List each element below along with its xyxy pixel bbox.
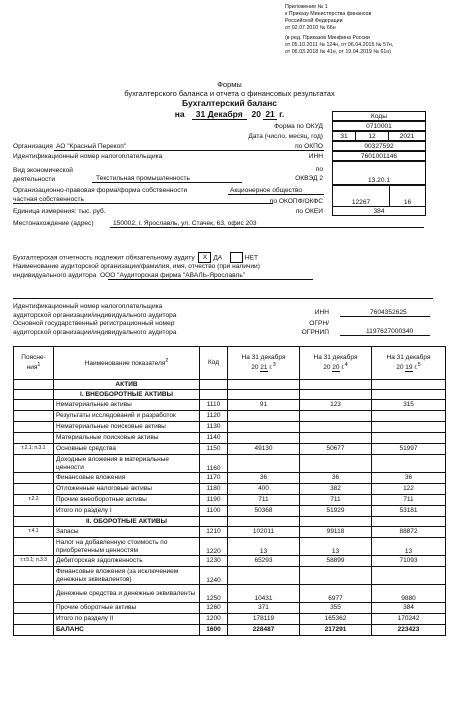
value-2020	[300, 422, 372, 433]
value-2020: 36	[300, 473, 372, 484]
okopf-label: по ОКОПФ/ОКФС	[269, 198, 323, 205]
indicator-name: БАЛАНС	[54, 625, 200, 636]
appendix-line: (в ред. Приказов Минфина России	[285, 35, 370, 41]
explain-header: Поясне-ния$^1$	[14, 347, 54, 380]
value-2021: 13	[228, 538, 300, 556]
line-code: 1170	[200, 473, 228, 484]
value-2020	[300, 455, 372, 473]
appendix-line: от 02.07.2010 № 66н	[285, 25, 336, 31]
value-2019: 51997	[372, 444, 446, 455]
value-2019	[372, 422, 446, 433]
value-2021: 400	[228, 484, 300, 495]
address-value: 150002, г. Ярославль, ул. Стачек, 63, офис 203	[113, 220, 257, 227]
code-header: Код	[200, 347, 228, 380]
value-2020	[300, 411, 372, 422]
section-title: II. ОБОРОТНЫЕ АКТИВЫ	[54, 517, 200, 527]
ownership-value: частная собственность	[13, 196, 84, 203]
empty-cell	[200, 380, 228, 390]
explain-cell	[14, 455, 54, 473]
org-inn-label: Идентификационный номер налогоплательщика	[13, 153, 163, 160]
value-2021: 10431	[228, 585, 300, 603]
value-2020: 6977	[300, 585, 372, 603]
indicator-name: Доходные вложения в материальные ценности	[54, 455, 200, 473]
appendix-line: Российской Федерации	[285, 18, 343, 24]
indicator-name: Нематериальные активы	[54, 400, 200, 411]
explain-cell	[14, 473, 54, 484]
value-2019: 223423	[372, 625, 446, 636]
line-code: 1120	[200, 411, 228, 422]
table-row	[14, 517, 446, 527]
indicator-name: Налог на добавленную стоимость по приобретенным ценностям	[54, 538, 200, 556]
name-header: Наименование показателя$^2$	[54, 347, 200, 380]
value-2019: 711	[372, 495, 446, 506]
value-2019: 88872	[372, 527, 446, 538]
empty-cell	[228, 517, 300, 527]
explain-cell	[14, 400, 54, 411]
table-row	[14, 390, 446, 400]
table-row	[14, 603, 446, 614]
unit-label: Единица измерения: тыс. руб.	[13, 208, 106, 215]
appendix-note	[285, 4, 393, 56]
table-row	[14, 433, 446, 444]
auditor-ogrn-value: 1197627000340	[366, 328, 414, 335]
value-2021: 50368	[228, 506, 300, 517]
okfs-value: 16	[389, 185, 426, 207]
value-2019: 36	[372, 473, 446, 484]
value-2020: 123	[300, 400, 372, 411]
explain-cell	[14, 433, 54, 444]
line-code: 1260	[200, 603, 228, 614]
inn-label: ИНН	[308, 153, 323, 160]
explain-cell	[14, 538, 54, 556]
indicator-name: Прочие внеоборотные активы	[54, 495, 200, 506]
auditor-inn-tag: ИНН	[314, 309, 329, 316]
indicator-name: Прочие оборотные активы	[54, 603, 200, 614]
table-row	[14, 614, 446, 625]
appendix-line: от 06.03.2018 № 41н, от 19.04.2019 № 61н)	[285, 49, 392, 55]
okei-label: по ОКЕИ	[295, 208, 323, 215]
table-row	[14, 585, 446, 603]
auditor-name-label: Наименование аудиторской организации/фамилия, имя, отчество (при наличии) индивидуального аудитора ООО "Аудиторская фирма "АВАЛЬ-Ярославль"	[13, 263, 260, 279]
value-2020	[300, 567, 372, 585]
table-row	[14, 495, 446, 506]
line-code: 1140	[200, 433, 228, 444]
value-2021: 371	[228, 603, 300, 614]
explain-cell: т.2.1; п.3.1	[14, 444, 54, 455]
explain-cell: т.2.2	[14, 495, 54, 506]
explain-cell	[14, 380, 54, 390]
value-2020: 51929	[300, 506, 372, 517]
indicator-name: Результаты исследований и разработок	[54, 411, 200, 422]
empty-cell	[228, 380, 300, 390]
indicator-name: Финансовые вложения	[54, 473, 200, 484]
inn-value: 7601001146	[332, 151, 426, 161]
value-2019	[372, 567, 446, 585]
balance-table	[13, 346, 446, 636]
table-row	[14, 444, 446, 455]
explain-cell	[14, 506, 54, 517]
indicator-name: Материальные поисковые активы	[54, 433, 200, 444]
table-row	[14, 506, 446, 517]
date-year: 2021	[388, 131, 426, 141]
report-date: на 31 Декабря 20 21 г.	[174, 109, 285, 119]
value-2019: 122	[372, 484, 446, 495]
okud-value: 0710001	[332, 121, 426, 131]
legal-form-label: Организационно-правовая форма/форма собственности	[13, 187, 188, 194]
value-2020: 99118	[300, 527, 372, 538]
explain-cell	[14, 603, 54, 614]
okud-label: Форма по ОКУД	[274, 123, 323, 130]
table-row	[14, 625, 446, 636]
balance-title: Бухгалтерский баланс на 31 Декабря 20 21 г.	[0, 98, 459, 120]
value-2019: 170242	[372, 614, 446, 625]
appendix-line: Приложение № 1	[285, 4, 328, 10]
value-2021: 65293	[228, 556, 300, 567]
org-label: Организация	[13, 143, 53, 150]
table-row	[14, 527, 446, 538]
date-month: 12	[355, 131, 389, 141]
audit-yes-checkbox[interactable]: X	[198, 252, 211, 263]
table-row	[14, 567, 446, 585]
auditor-name: ООО "Аудиторская фирма "АВАЛЬ-Ярославль"	[99, 272, 246, 279]
value-2021: 102011	[228, 527, 300, 538]
appendix-line: к Приказу Министерства финансов	[285, 11, 372, 17]
explain-cell	[14, 625, 54, 636]
activity-value: Текстильная промышленность	[96, 175, 190, 182]
line-code: 1210	[200, 527, 228, 538]
value-2020: 165362	[300, 614, 372, 625]
value-2019: 9880	[372, 585, 446, 603]
value-2020: 13	[300, 538, 372, 556]
forms-title: Формы бухгалтерского баланса и отчета о финансовых результатах	[124, 80, 335, 98]
date-day: 31	[332, 131, 356, 141]
line-code: 1230	[200, 556, 228, 567]
table-row	[14, 484, 446, 495]
indicator-name: Отложенные налоговые активы	[54, 484, 200, 495]
po-label: по	[315, 166, 323, 173]
value-2020: 711	[300, 495, 372, 506]
value-2019: 384	[372, 603, 446, 614]
value-2019: 13	[372, 538, 446, 556]
indicator-name: Нематериальные поисковые активы	[54, 422, 200, 433]
value-2021: 36	[228, 473, 300, 484]
empty-cell	[200, 390, 228, 400]
value-2021	[228, 411, 300, 422]
value-2021	[228, 433, 300, 444]
explain-cell	[14, 585, 54, 603]
okved-value: 13.20.1	[332, 161, 426, 185]
value-2020: 58899	[300, 556, 372, 567]
indicator-name: Основные средства	[54, 444, 200, 455]
auditor-ogrn-tag: ОГРН/ ОГРНИП	[301, 320, 329, 336]
auditor-inn-label: Идентификационный номер налогоплательщика аудиторской организации/индивидуального аудитора	[13, 303, 177, 319]
table-header-row	[14, 347, 446, 380]
line-code: 1150	[200, 444, 228, 455]
address-label: Местонахождение (адрес)	[13, 220, 94, 227]
line-code: 1100	[200, 506, 228, 517]
line-code: 1130	[200, 422, 228, 433]
empty-cell	[300, 390, 372, 400]
line-code: 1110	[200, 400, 228, 411]
indicator-name: Финансовые вложения (за исключением денежных эквивалентов)	[54, 567, 200, 585]
col3-header: На 31 декабря 20 19 г.$^5$	[372, 347, 446, 380]
explain-cell: т.4.1	[14, 527, 54, 538]
auditor-ogrn-label: Основной государственный регистрационный номер аудиторской организации/индивидуального аудитора	[13, 320, 177, 336]
line-code: 1200	[200, 614, 228, 625]
line-code: 1220	[200, 538, 228, 556]
value-2020: 355	[300, 603, 372, 614]
value-2021: 91	[228, 400, 300, 411]
explain-cell	[14, 567, 54, 585]
value-2021: 228487	[228, 625, 300, 636]
explain-cell	[14, 517, 54, 527]
codes-header: Коды	[332, 111, 426, 121]
explain-cell	[14, 614, 54, 625]
value-2020: 382	[300, 484, 372, 495]
section-title: I. ВНЕОБОРОТНЫЕ АКТИВЫ	[54, 390, 200, 400]
okpo-value: 00327592	[332, 141, 426, 151]
value-2021: 178119	[228, 614, 300, 625]
line-code: 1160	[200, 455, 228, 473]
explain-cell	[14, 422, 54, 433]
value-2019: 53181	[372, 506, 446, 517]
indicator-name: Запасы	[54, 527, 200, 538]
indicator-name: Денежные средства и денежные эквиваленты	[54, 585, 200, 603]
col1-header: На 31 декабря 20 21 г.$^3$	[228, 347, 300, 380]
value-2021	[228, 455, 300, 473]
auditor-inn-value: 7604352625	[370, 309, 407, 316]
table-row	[14, 538, 446, 556]
line-code: 1600	[200, 625, 228, 636]
value-2019	[372, 455, 446, 473]
explain-cell	[14, 484, 54, 495]
line-code: 1180	[200, 484, 228, 495]
empty-cell	[300, 380, 372, 390]
explain-cell: т.т.5.1; п.3.3	[14, 556, 54, 567]
line-code: 1190	[200, 495, 228, 506]
value-2019: 315	[372, 400, 446, 411]
okopf-value: 12267	[332, 185, 390, 207]
empty-cell	[200, 517, 228, 527]
value-2019	[372, 433, 446, 444]
value-2019: 71093	[372, 556, 446, 567]
empty-cell	[372, 517, 446, 527]
explain-cell	[14, 390, 54, 400]
empty-cell	[228, 390, 300, 400]
okei-value: 384	[332, 206, 426, 216]
indicator-name: Дебиторская задолженность	[54, 556, 200, 567]
table-row	[14, 473, 446, 484]
value-2021: 711	[228, 495, 300, 506]
indicator-name: Итого по разделу I	[54, 506, 200, 517]
org-name: АО "Красный Перекоп"	[56, 143, 127, 150]
section-title: АКТИВ	[54, 380, 200, 390]
appendix-line: от 05.10.2011 № 124н, от 06.04.2015 № 57н,	[285, 42, 394, 48]
table-row	[14, 411, 446, 422]
value-2020	[300, 433, 372, 444]
okpo-label: по ОКПО	[295, 143, 323, 150]
value-2021: 49130	[228, 444, 300, 455]
explain-cell	[14, 411, 54, 422]
value-2019	[372, 411, 446, 422]
audit-subject-label: Бухгалтерская отчетность подлежит обязательному аудиту X ДА НЕТ	[13, 254, 259, 262]
table-row	[14, 455, 446, 473]
empty-cell	[372, 390, 446, 400]
date-label: Дата (число, месяц, год)	[248, 133, 323, 140]
legal-form-value: Акционерное общество	[230, 187, 303, 194]
indicator-name: Итого по разделу II	[54, 614, 200, 625]
line-code: 1240	[200, 567, 228, 585]
activity-label: Вид экономической деятельности	[13, 167, 73, 183]
value-2021	[228, 422, 300, 433]
value-2021	[228, 567, 300, 585]
table-row	[14, 380, 446, 390]
value-2020: 50677	[300, 444, 372, 455]
value-2020: 217291	[300, 625, 372, 636]
table-row	[14, 422, 446, 433]
okved-label: ОКВЭД 2	[295, 175, 323, 182]
col2-header: На 31 декабря 20 20 г.$^4$	[300, 347, 372, 380]
table-row	[14, 400, 446, 411]
table-row	[14, 556, 446, 567]
empty-cell	[372, 380, 446, 390]
line-code: 1250	[200, 585, 228, 603]
empty-cell	[300, 517, 372, 527]
